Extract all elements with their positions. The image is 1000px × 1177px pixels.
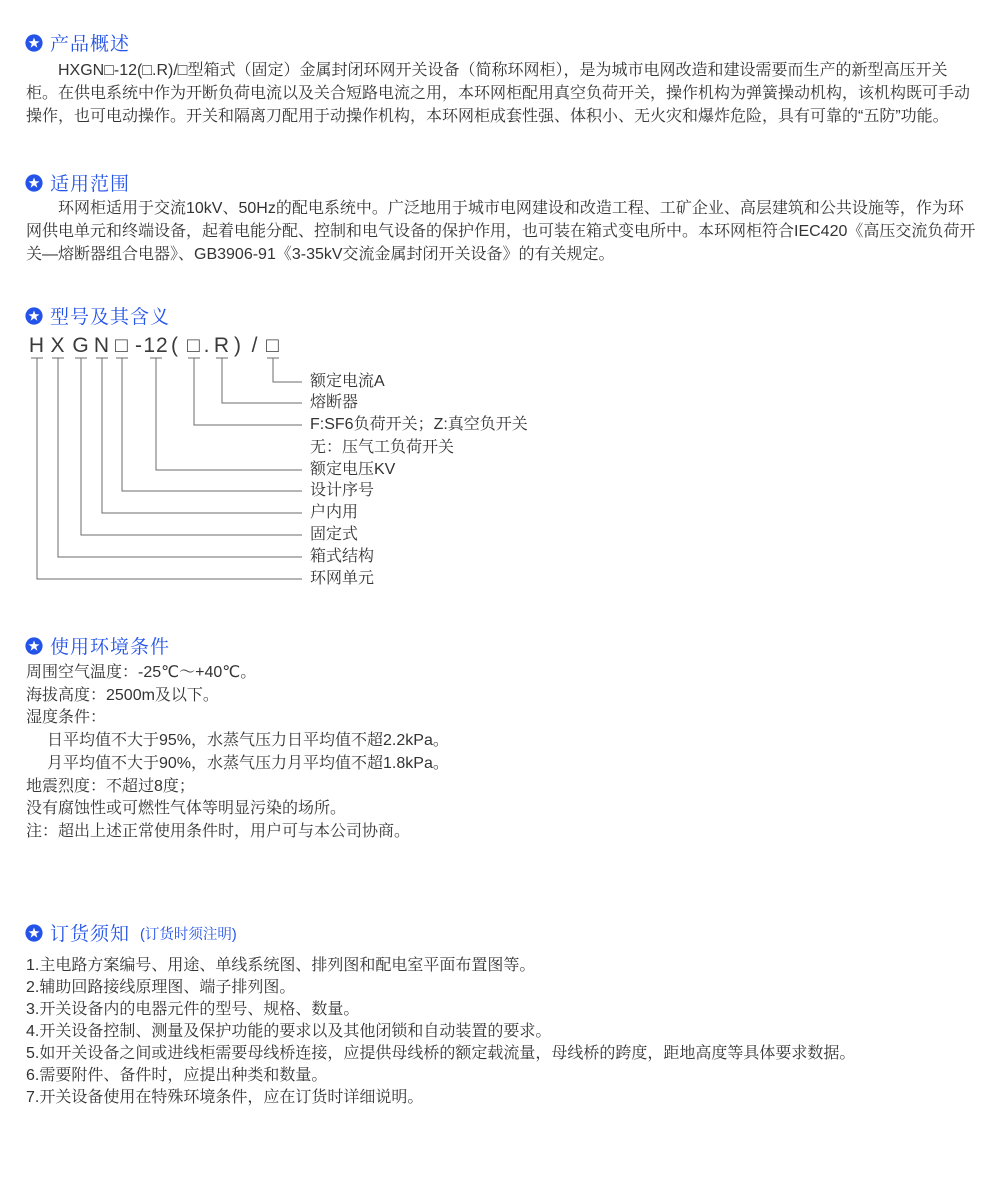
list-item: 5.如开关设备之间或进线柜需要母线桥连接，应提供母线桥的额定载流量，母线桥的跨度，距地高度等具体要求数据。 [26,1045,856,1062]
section-title: 订货须知 [50,924,131,945]
star-badge-icon [25,174,43,192]
model-code-char: R [213,334,231,357]
model-code-char: □ [115,334,129,357]
model-code-char: G [72,334,90,357]
section-title-note: (订货时须注明) [140,927,237,943]
scope-paragraph: 环网柜适用于交流10kV、50Hz的配电系统中。广泛地用于城市电网建设和改造工程、工矿企业、高层建筑和公共设施等，作为环网供电单元和终端设备，起着电能分配、控制和电气设备的保护作用，也可装在箱式变电所中。本环网柜符合IEC420《高压交流负荷开关—熔断器组合电器》、GB3906-91《3-35kV交流金属封闭开关设备》的有关规定。 [26,200,976,263]
section-heading-overview [25,29,130,56]
model-code-char: . [203,334,211,357]
model-code-diagram [0,330,640,592]
model-code-label: 无：压气工负荷开关 [310,439,455,456]
list-item: 注：超出上述正常使用条件时，用户可与本公司协商。 [26,822,411,840]
model-code-label: 户内用 [310,504,359,521]
star-badge-icon [25,924,43,942]
environment-conditions-list [26,662,449,844]
model-code-char: H [28,334,46,357]
list-item: 3.开关设备内的电器元件的型号、规格、数量。 [26,1001,360,1018]
section-heading-scope [25,169,130,196]
star-badge-icon [25,637,43,655]
model-code-char: ) [234,334,242,357]
model-code-label: 环网单元 [310,570,375,587]
model-code-char: / [251,334,259,357]
list-item: 海拔高度：2500m及以下。 [26,686,219,704]
model-code-char: - [135,334,143,357]
list-item: 月平均值不大于90%，水蒸气压力月平均值不超1.8kPa。 [47,754,449,772]
section-title: 型号及其含义 [50,307,171,328]
model-code-label: 固定式 [310,526,359,543]
section-title: 产品概述 [50,34,131,55]
model-code-char: X [50,334,66,357]
model-code-label: 额定电压KV [310,461,396,478]
section-heading-environment [25,632,170,659]
list-item: 湿度条件： [26,709,107,727]
model-code-char: 12 [143,334,169,357]
section-heading-model [25,302,170,329]
overview-paragraph: HXGN□-12(□.R)/□型箱式（固定）金属封闭环网开关设备（简称环网柜），是为城市电网改造和建设需要而生产的新型高压开关柜。在供电系统中作为开断负荷电流以及关合短路电流之用，本环网柜配用真空负荷开关，操作机构为弹簧操动机构，该机构既可手动操作，也可电动操作。开关和隔离刀配用于动操作机构，本环网柜成套性强、体积小、无火灾和爆炸危险，具有可靠的“五防”功能。 [26,62,971,125]
list-item: 没有腐蚀性或可燃性气体等明显污染的场所。 [26,800,347,818]
list-item: 7.开关设备使用在特殊环境条件，应在订货时详细说明。 [26,1089,424,1106]
model-code-label: 额定电流A [310,373,385,390]
model-code-char: □ [266,334,280,357]
star-badge-icon [25,307,43,325]
section-title: 使用环境条件 [50,637,171,658]
model-code-char: □ [187,334,201,357]
list-item: 日平均值不大于95%，水蒸气压力日平均值不超2.2kPa。 [47,732,449,750]
section-title: 适用范围 [50,174,131,195]
list-item: 2.辅助回路接线原理图、端子排列图。 [26,979,296,996]
model-code-label: 熔断器 [310,394,359,411]
list-item: 6.需要附件、备件时，应提出种类和数量。 [26,1067,328,1084]
model-code-char: N [93,334,111,357]
list-item: 1.主电路方案编号、用途、单线系统图、排列图和配电室平面布置图等。 [26,957,536,974]
list-item: 周围空气温度：-25℃～+40℃。 [26,664,257,681]
list-item: 地震烈度：不超过8度； [26,777,195,795]
star-badge-icon [25,34,43,52]
model-code-label: 设计序号 [310,482,375,499]
model-code-label: 箱式结构 [310,548,375,565]
section-heading-ordering [25,919,237,946]
list-item: 4.开关设备控制、测量及保护功能的要求以及其他闭锁和自动装置的要求。 [26,1023,552,1040]
model-code-label: F:SF6负荷开关；Z:真空负开关 [310,416,528,433]
model-code-char: ( [171,334,179,357]
ordering-instructions-list [26,955,855,1109]
